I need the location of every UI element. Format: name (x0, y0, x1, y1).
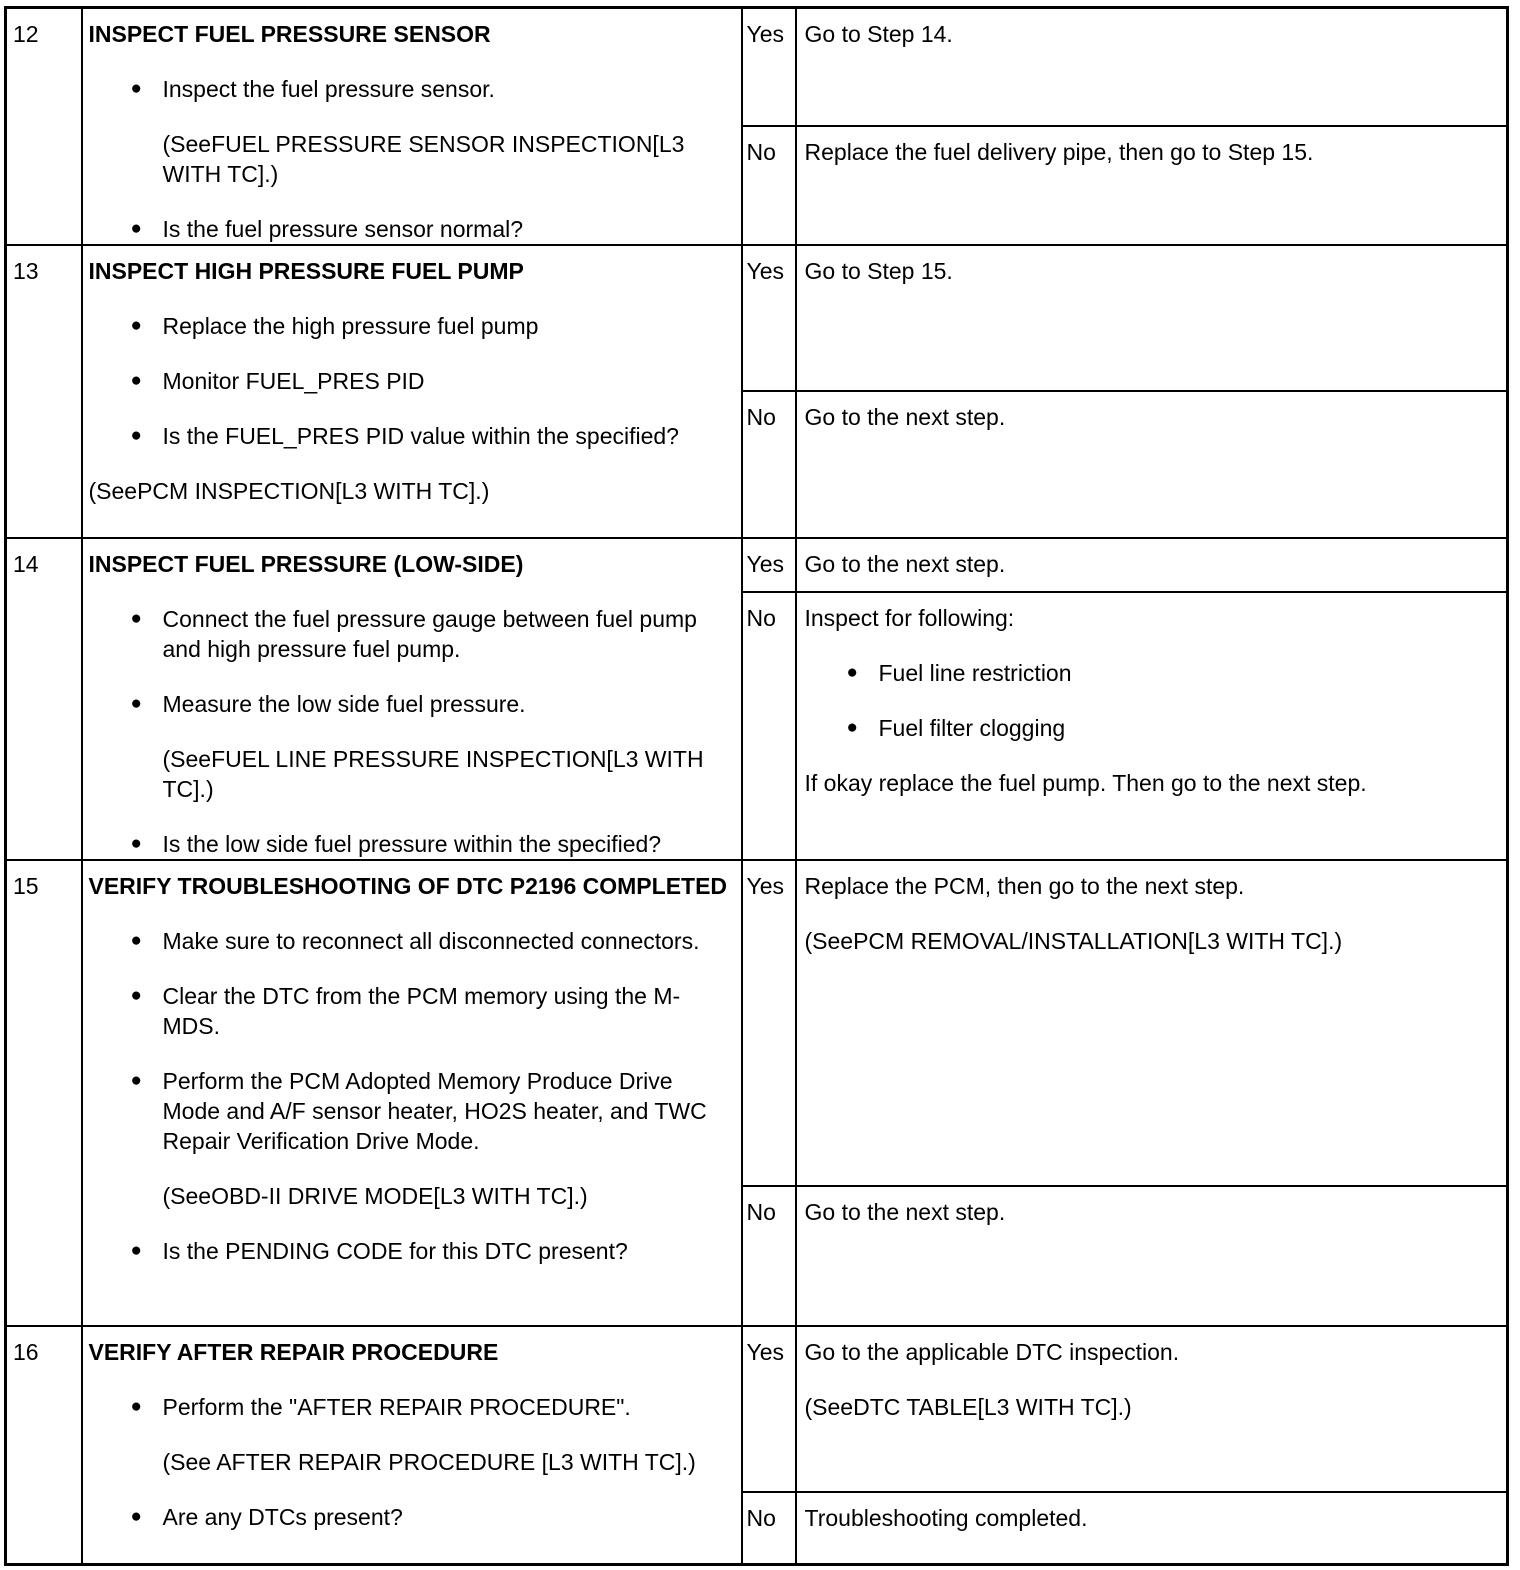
yes-see-reference: (SeePCM REMOVAL/INSTALLATION[L3 WITH TC].) (804, 928, 1343, 954)
step-title: INSPECT HIGH PRESSURE FUEL PUMP (88, 258, 524, 284)
yes-result: Go to the next step. (796, 538, 1508, 592)
no-label: No (742, 391, 796, 538)
step-action (82, 8, 742, 246)
yes-result-text: Replace the PCM, then go to the next step. (804, 873, 1245, 899)
yes-label: Yes (742, 8, 796, 127)
step-action (82, 538, 742, 860)
action-bullet: ● Perform the PCM Adopted Memory Produce Drive Mode and A/F sensor heater, HO2S heater, and TWC Repair Verification Drive Mode. (89, 1066, 735, 1156)
step-title: INSPECT FUEL PRESSURE SENSOR (88, 21, 491, 47)
no-result: Troubleshooting completed. (796, 1492, 1508, 1564)
diagnostic-procedure-table (4, 6, 1509, 1566)
no-label: No (742, 1492, 796, 1564)
yes-result: Go to Step 15. (796, 245, 1508, 391)
no-result: Go to the next step. (796, 1186, 1508, 1326)
yes-see-reference: (SeeDTC TABLE[L3 WITH TC].) (804, 1394, 1132, 1420)
step-title: VERIFY TROUBLESHOOTING OF DTC P2196 COMPLETED (88, 873, 728, 899)
step-action (82, 245, 742, 538)
step-number: 16 (6, 1326, 82, 1564)
yes-result (796, 1326, 1508, 1492)
action-bullet: ● Are any DTCs present? (89, 1502, 735, 1532)
action-bullet: ● Perform the "AFTER REPAIR PROCEDURE". (89, 1392, 735, 1422)
no-label: No (742, 592, 796, 860)
no-label: No (742, 1186, 796, 1326)
see-reference: (See AFTER REPAIR PROCEDURE [L3 WITH TC].) (162, 1449, 696, 1475)
action-bullet: ● Is the FUEL_PRES PID value within the specified? (89, 421, 735, 451)
yes-result (796, 860, 1508, 1186)
step-number: 12 (6, 8, 82, 246)
no-result (796, 592, 1508, 860)
no-result: Replace the fuel delivery pipe, then go to Step 15. (796, 126, 1508, 245)
step-15-yes-row (6, 860, 1508, 1186)
step-number: 13 (6, 245, 82, 538)
step-16-yes-row (6, 1326, 1508, 1492)
see-reference: (SeeOBD-II DRIVE MODE[L3 WITH TC].) (162, 1183, 588, 1209)
no-result: Go to the next step. (796, 391, 1508, 538)
yes-result: Go to Step 14. (796, 8, 1508, 127)
action-bullet: ● Is the PENDING CODE for this DTC present? (89, 1236, 735, 1266)
yes-label: Yes (742, 860, 796, 1186)
action-bullet: ● Is the fuel pressure sensor normal? (89, 214, 735, 244)
no-result-followup: If okay replace the fuel pump. Then go to the next step. (804, 770, 1367, 797)
step-number: 15 (6, 860, 82, 1326)
step-13-yes-row (6, 245, 1508, 391)
yes-label: Yes (742, 245, 796, 391)
step-14-yes-row (6, 538, 1508, 592)
step-title: INSPECT FUEL PRESSURE (LOW-SIDE) (88, 551, 524, 577)
no-label: No (742, 126, 796, 245)
action-bullet: ● Is the low side fuel pressure within the specified? (89, 829, 735, 859)
step-action (82, 1326, 742, 1564)
action-bullet: ● Measure the low side fuel pressure. (89, 689, 735, 719)
step-number: 14 (6, 538, 82, 860)
step-action (82, 860, 742, 1326)
see-reference: (SeeFUEL PRESSURE SENSOR INSPECTION[L3 WITH TC].) (162, 131, 685, 187)
see-reference: (SeeFUEL LINE PRESSURE INSPECTION[L3 WITH TC].) (162, 746, 704, 802)
action-bullet: ● Clear the DTC from the PCM memory using the M-MDS. (89, 981, 735, 1041)
yes-result-text: Go to the applicable DTC inspection. (804, 1339, 1180, 1365)
yes-label: Yes (742, 1326, 796, 1492)
step-title: VERIFY AFTER REPAIR PROCEDURE (88, 1339, 499, 1365)
see-reference: (SeePCM INSPECTION[L3 WITH TC].) (88, 478, 490, 504)
step-12-yes-row (6, 8, 1508, 127)
action-bullet: ● Connect the fuel pressure gauge between fuel pump and high pressure fuel pump. (89, 604, 735, 664)
action-bullet: ● Monitor FUEL_PRES PID (89, 366, 735, 396)
action-bullet: ● Inspect the fuel pressure sensor. (89, 74, 735, 104)
action-bullet: ● Make sure to reconnect all disconnected connectors. (89, 926, 735, 956)
action-bullet: ● Replace the high pressure fuel pump (89, 311, 735, 341)
yes-label: Yes (742, 538, 796, 592)
inspect-bullet: ● Fuel line restriction (805, 658, 1501, 688)
no-result-intro: Inspect for following: (804, 605, 1015, 632)
inspect-bullet: ● Fuel filter clogging (805, 713, 1501, 743)
